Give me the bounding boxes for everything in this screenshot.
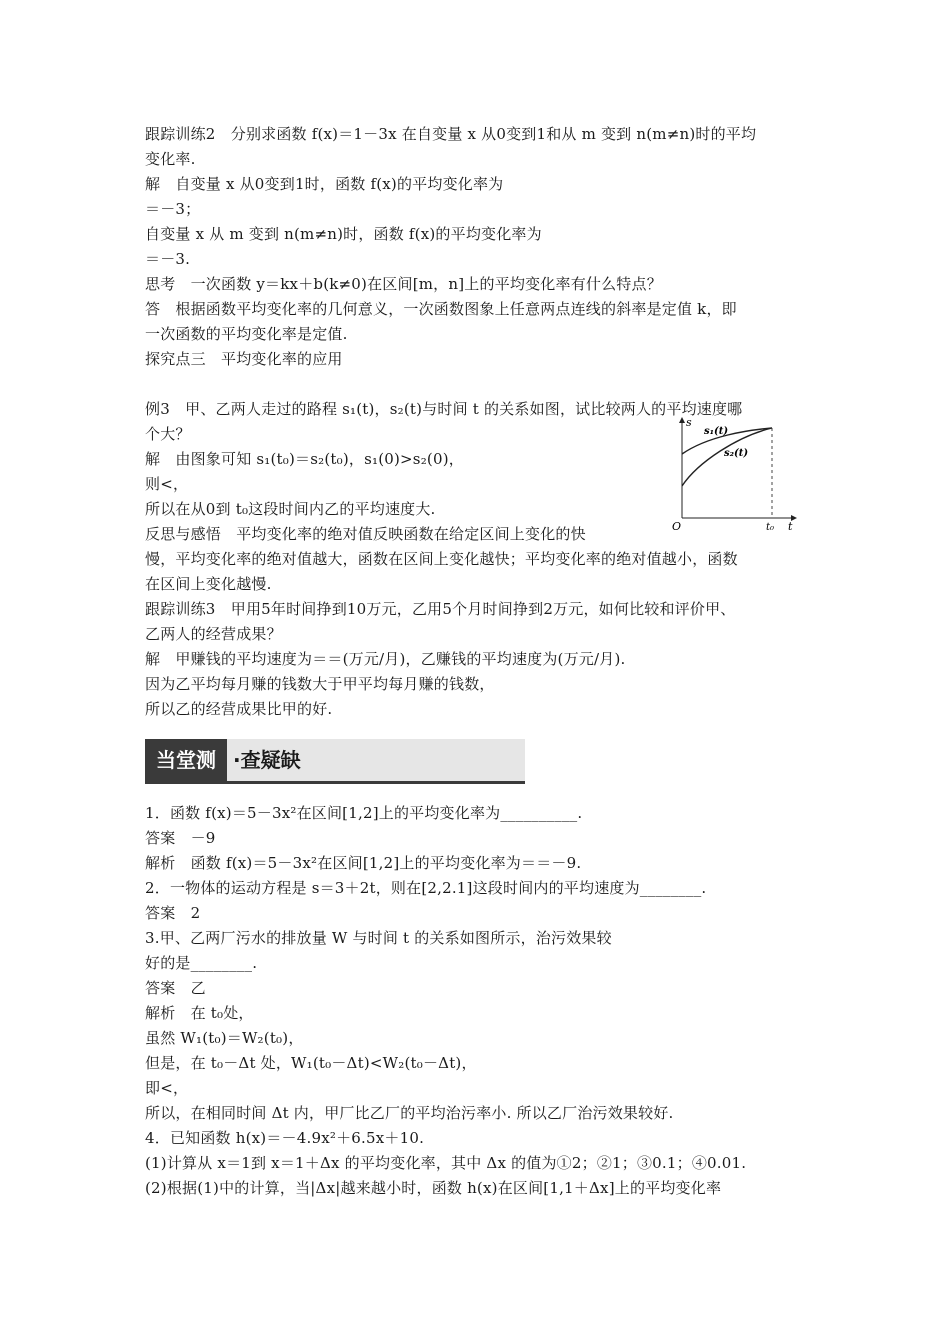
answer-line: 答案 2 [145, 904, 201, 922]
text-line: 虽然 W₁(t₀)＝W₂(t₀)， [145, 1029, 304, 1047]
origin-label: O [672, 520, 682, 533]
answer-line: 答案 －9 [145, 829, 216, 847]
text-line: 解析 函数 f(x)＝5－3x²在区间[1,2]上的平均变化率为＝＝－9. [145, 854, 582, 872]
banner-rule [145, 781, 525, 784]
answer-line: 答案 乙 [145, 979, 206, 997]
text-line: 解 甲赚钱的平均速度为＝＝(万元/月)，乙赚钱的平均速度为(万元/月). [145, 650, 626, 668]
text-line: 答 根据函数平均变化率的几何意义，一次函数图象上任意两点连线的斜率是定值 k，即 [145, 300, 737, 318]
banner-label-main: 当堂测 [145, 739, 227, 781]
text-line: 所以，在相同时间 Δt 内，甲厂比乙厂的平均治污率小. 所以乙厂治污效果较好. [145, 1104, 674, 1122]
section-banner [145, 739, 525, 785]
question-line: 4．已知函数 h(x)＝－4.9x²＋6.5x＋10. [145, 1129, 425, 1147]
question-line: 1．函数 f(x)＝5－3x²在区间[1,2]上的平均变化率为__________. [145, 804, 583, 822]
text-line: (1)计算从 x＝1到 x＝1＋Δx 的平均变化率，其中 Δx 的值为①2；②1；③0.1；④0.01. [145, 1154, 747, 1172]
text-line: 则<， [145, 475, 189, 493]
t-axis-label: t [788, 520, 793, 533]
section-heading: 探究点三 平均变化率的应用 [145, 350, 343, 368]
text-line: 解析 在 t₀处， [145, 1004, 254, 1022]
text-line: 即<， [145, 1079, 189, 1097]
t0-label: t₀ [766, 522, 775, 533]
st-graph [668, 414, 803, 534]
text-line: 解 由图象可知 s₁(t₀)＝s₂(t₀)，s₁(0)>s₂(0)， [145, 450, 464, 468]
text-line: 例3 甲、乙两人走过的路程 s₁(t)，s₂(t)与时间 t 的关系如图，试比较两人的平均速度哪 [145, 400, 743, 418]
text-line: ＝－3； [145, 200, 201, 218]
st-graph-figure [668, 414, 803, 534]
text-line: 自变量 x 从 m 变到 n(m≠n)时，函数 f(x)的平均变化率为 [145, 225, 542, 243]
text-line: 所以乙的经营成果比甲的好. [145, 700, 333, 718]
text-line: 思考 一次函数 y＝kx＋b(k≠0)在区间[m，n]上的平均变化率有什么特点？ [145, 275, 662, 293]
text-line: 跟踪训练2 分别求函数 f(x)＝1－3x 在自变量 x 从0变到1和从 m 变到 n(m≠n)时的平均 [145, 125, 757, 143]
text-line: 个大？ [145, 425, 191, 443]
text-line: 但是，在 t₀－Δt 处，W₁(t₀－Δt)<W₂(t₀－Δt)， [145, 1054, 477, 1072]
text-line: 在区间上变化越慢. [145, 575, 272, 593]
text-line: 一次函数的平均变化率是定值. [145, 325, 348, 343]
text-line: 因为乙平均每月赚的钱数大于甲平均每月赚的钱数， [145, 675, 495, 693]
s2-label: s₂(t) [724, 448, 749, 459]
text-line: 反思与感悟 平均变化率的绝对值反映函数在给定区间上变化的快 [145, 525, 586, 543]
s1-label: s₁(t) [704, 426, 729, 437]
text-line: 好的是________. [145, 954, 258, 972]
text-line: 解 自变量 x 从0变到1时，函数 f(x)的平均变化率为 [145, 175, 504, 193]
text-line: 慢，平均变化率的绝对值越大，函数在区间上变化越快；平均变化率的绝对值越小，函数 [145, 550, 738, 568]
text-line: 变化率. [145, 150, 196, 168]
text-line: 乙两人的经营成果？ [145, 625, 282, 643]
banner-label-sub: ·查疑缺 [227, 739, 525, 781]
text-line: (2)根据(1)中的计算，当|Δx|越来越小时，函数 h(x)在区间[1,1＋Δx]上的平均变化率 [145, 1179, 722, 1197]
text-line: 跟踪训练3 甲用5年时间挣到10万元，乙用5个月时间挣到2万元，如何比较和评价甲、 [145, 600, 736, 618]
question-line: 2．一物体的运动方程是 s＝3＋2t，则在[2,2.1]这段时间内的平均速度为________. [145, 879, 707, 897]
text-line: 所以在从0到 t₀这段时间内乙的平均速度大. [145, 500, 436, 518]
text-line: ＝－3. [145, 250, 191, 268]
question-line: 3.甲、乙两厂污水的排放量 W 与时间 t 的关系如图所示，治污效果较 [145, 929, 612, 947]
s-axis-label: s [686, 416, 692, 429]
